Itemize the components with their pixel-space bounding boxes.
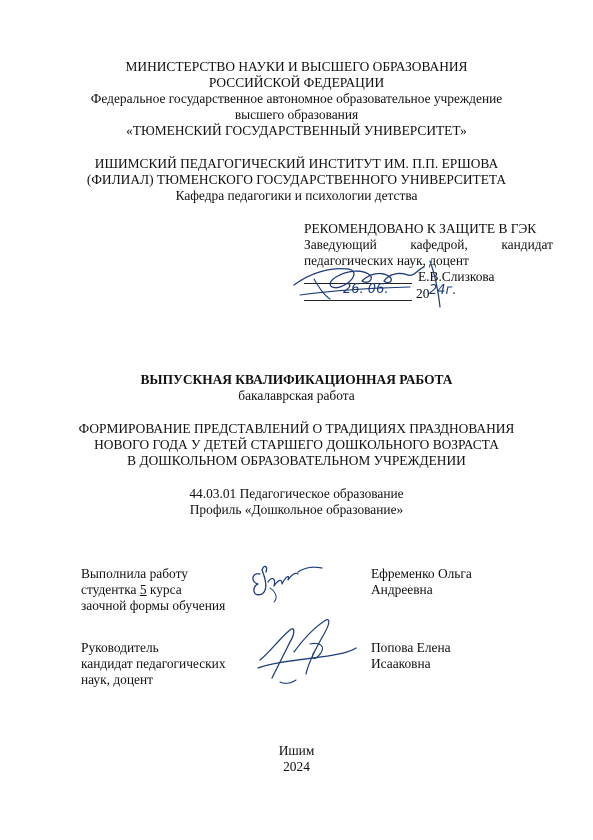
author-label-suffix: курса bbox=[146, 582, 182, 597]
author-course-number: 5 bbox=[139, 582, 147, 597]
approval-date-handwritten: 26. 06. bbox=[343, 282, 389, 297]
topic-line-1: ФОРМИРОВАНИЕ ПРЕДСТАВЛЕНИЙ О ТРАДИЦИЯХ ПРАЗДНОВАНИЯ bbox=[78, 421, 515, 436]
city: Ишим bbox=[278, 743, 315, 758]
ministry-line-1: МИНИСТЕРСТВО НАУКИ И ВЫСШЕГО ОБРАЗОВАНИЯ bbox=[125, 59, 468, 74]
supervisor-name-line-2: Исааковна bbox=[371, 656, 431, 671]
approval-date-year-prefix: 20 bbox=[416, 286, 430, 301]
specialty: 44.03.01 Педагогическое образование bbox=[189, 486, 404, 501]
head-signature-icon bbox=[290, 255, 470, 315]
approval-date-year-handwritten: 24г. bbox=[429, 283, 457, 298]
work-level: бакалаврская работа bbox=[238, 388, 355, 403]
approval-heading: РЕКОМЕНДОВАНО К ЗАЩИТЕ В ГЭК bbox=[304, 221, 537, 236]
author-name-line-1: Ефременко Ольга bbox=[371, 566, 472, 581]
profile: Профиль «Дошкольное образование» bbox=[189, 502, 404, 517]
approval-role-word: кандидат bbox=[501, 237, 553, 252]
topic-line-2: НОВОГО ГОДА У ДЕТЕЙ СТАРШЕГО ДОШКОЛЬНОГО ВОЗРАСТА bbox=[94, 437, 499, 452]
supervisor-label-line-2: кандидат педагогических bbox=[81, 656, 226, 671]
topic-line-3: В ДОШКОЛЬНОМ ОБРАЗОВАТЕЛЬНОМ УЧРЕЖДЕНИИ bbox=[127, 453, 466, 468]
institute-line-1: ИШИМСКИЙ ПЕДАГОГИЧЕСКИЙ ИНСТИТУТ ИМ. П.П. ЕРШОВА bbox=[94, 156, 499, 171]
author-label-line-1: Выполнила работу bbox=[81, 566, 188, 581]
author-label-line-2 bbox=[81, 582, 182, 598]
approval-role-line-1 bbox=[304, 237, 553, 253]
supervisor-name-line-1: Попова Елена bbox=[371, 640, 451, 655]
supervisor-label-line-1: Руководитель bbox=[81, 640, 159, 655]
institution-line-2: высшего образования bbox=[234, 107, 359, 122]
author-name-line-2: Андреевна bbox=[371, 582, 433, 597]
institution-line-1: Федеральное государственное автономное образовательное учреждение bbox=[90, 91, 503, 106]
department-name: Кафедра педагогики и психологии детства bbox=[175, 188, 418, 203]
supervisor-label-line-3: наук, доцент bbox=[81, 672, 153, 687]
work-type: ВЫПУСКНАЯ КВАЛИФИКАЦИОННАЯ РАБОТА bbox=[140, 372, 453, 387]
approval-signer-name: Е.В.Слизкова bbox=[418, 269, 495, 284]
approval-role-line-2: педагогических наук, доцент bbox=[304, 253, 469, 268]
author-label-line-3: заочной формы обучения bbox=[81, 598, 226, 613]
university-name: «ТЮМЕНСКИЙ ГОСУДАРСТВЕННЫЙ УНИВЕРСИТЕТ» bbox=[126, 123, 467, 138]
approval-role-word: кафедрой, bbox=[410, 237, 468, 252]
year: 2024 bbox=[283, 759, 310, 774]
author-signature-icon bbox=[248, 558, 328, 608]
institute-line-2: (ФИЛИАЛ) ТЮМЕНСКОГО ГОСУДАРСТВЕННОГО УНИВЕРСИТЕТА bbox=[86, 172, 507, 187]
ministry-line-2: РОССИЙСКОЙ ФЕДЕРАЦИИ bbox=[208, 75, 385, 90]
supervisor-signature-icon bbox=[250, 612, 360, 692]
author-label-prefix: студентка bbox=[81, 582, 140, 597]
approval-role-word: Заведующий bbox=[304, 237, 377, 252]
